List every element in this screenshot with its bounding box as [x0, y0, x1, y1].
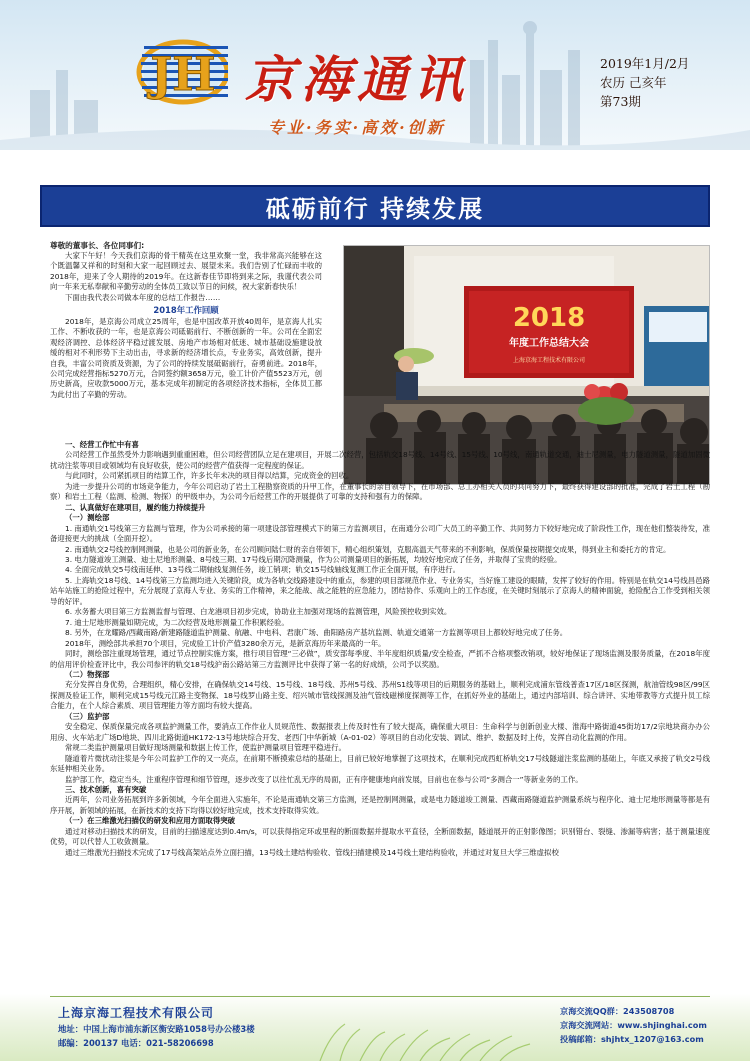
section-heading: 二、认真做好在建项目，履约能力持续提升 [65, 502, 206, 512]
publication-title: 京海通讯 [245, 50, 469, 109]
body-paragraph: 监护部工作，稳定当头，注重程序管理和细节管理，逐步改变了以往忙乱无序的局面，正有序健康地向前发展，目前也在参与公司“多测合一”等新业务的工作。 [65, 774, 583, 784]
footer-divider [50, 996, 710, 997]
issue-date: 2019年1月/2月 [600, 56, 690, 71]
svg-text:2018: 2018 [512, 303, 586, 333]
intro-paragraph: 大家下午好！今天我们京海的骨干精英在这里欢聚一堂，我非常高兴能够在这个既温馨又祥和的时刻和大家一起回顾过去、展望未来。我们告别了忙碌而丰收的2018年，迎来了令人期待的2019年。在这新春佳节即将到来之际，我谨代表公司向一年来无私奉献和辛勤劳动的全体员工致以节日的问候，祝大家新春快乐！ [50, 251, 322, 292]
body-paragraph: 与此同时，公司紧抓项目的结算工作，许多长年未决的项目得以结算，完成资金的回收。 [65, 471, 354, 481]
article-main-column [50, 440, 710, 858]
issue-lunar-date: 农历 己亥年 [600, 75, 667, 90]
masthead [0, 0, 750, 150]
body-paragraph: 安全稳定、保质保量完成各项监护测量工作，要消点工作作业人员规范性、数据报表上传及时性有了较大提高，确保重大项目：生命科学与创新创业大楼、淮海中路街道45街坊17/2宗地块商办办公用房、火车站北广场D地块、四川北路街道HK172-13号地块综合开发、老西门中华新城（A-01-02）等项目的自动化安装、调试、维护、数据及时上传，发挥自动化监测的作用。 [50, 722, 710, 742]
issue-info [600, 54, 730, 111]
review-heading: 2018年工作回顾 [153, 305, 219, 316]
footer-website-link[interactable]: 京海交流网站：www.shjinghai.com [560, 1020, 707, 1030]
body-paragraph: 通过三维激光扫描技术完成了17号线高架站点外立面扫描，13号线土建结构验收、管线扫描建模及14号线土建结构验收，并通过对复旦大学三维虚拟校 [65, 847, 559, 857]
footer-email-link[interactable]: 投稿邮箱：shjhtx_1207@163.com [560, 1034, 704, 1044]
list-item: 8. 另外，在龙耀路/西藏南路/新建路隧道监护测量、航融、中电科、君康广场、曲阳路房产基坑监测、轨道交通第一方监测等项目上都较好地完成了任务。 [65, 628, 568, 638]
article-greeting: 尊敬的董事长、各位同事们: [50, 241, 145, 250]
list-item: 3. 电力隧道竣工测量、迪士尼地形测量、8号线三期、17号线后期沉降测量，作为公司测量项目的新拓展，均较好地完成了任务，并取得了宝贵的经验。 [65, 554, 562, 564]
svg-text:年度工作总结大会: 年度工作总结大会 [509, 338, 589, 349]
section-heading: 三、技术创新，喜有突破 [65, 784, 147, 794]
body-paragraph: 常规二类监护测量项目做好现场测量和数据上传工作，使监护测量项目管理平稳进行。 [65, 743, 346, 753]
list-item: 1. 南通轨交1号线第三方监测与管理，作为公司承接的第一项建设部管理模式下的第三方监测项目，在南通分公司广大员工的辛勤工作、共同努力下较好地完成了阶段性工作，现在他们整装待发，准备迎接更大的挑战（全面开挖）。 [50, 523, 710, 544]
publication-slogan: 专业·务实·高效·创新 [268, 118, 446, 137]
subsection-heading: （一）在三维激光扫描仪的研发和应用方面取得突破 [65, 816, 235, 826]
svg-text:JH: JH [150, 47, 216, 101]
body-paragraph: 近两年，公司业务拓展到许多新领域，今年全面进入实施年，不论是南通轨交第三方监测，还是控制网测量，或是电力隧道竣工测量、西藏南路隧道监护测量系统与程序化、迪士尼地形测量等都是有序开展，新领域的拓展，在新技术的支持下均得以较好地完成，技术支持取得实效。 [50, 795, 710, 815]
list-item: 2. 南通轨交2号线控制网测量，也是公司的新业务，在公司顾问陆仁财的亲自带领下，精心组织策划，克服高温天气带来的不利影响，保质保量按期提交成果，得到业主和委托方的肯定。 [65, 544, 671, 554]
subsection-heading: （二）物探部 [65, 669, 110, 679]
section-heading: 一、经营工作忙中有喜 [65, 440, 139, 449]
footer-postcode-phone: 邮编：200137 电话：021-58206698 [58, 1038, 214, 1048]
svg-text:上海京海工程技术有限公司: 上海京海工程技术有限公司 [512, 357, 586, 364]
body-paragraph: 充分发挥自身优势，合理组织，精心安排，在确保轨交14号线、15号线、18号线、苏州5号线、苏州S1线等项目的后期服务的基础上，顺利完成浦东管线普查17区/18区探测，航油管线98区/99区探测及验证工作，顺利完成15号线元江路主变物探、18号线罗山路主变、绍兴城市管线探测及油气管线磁梯度探测等工作，在抓好外业的基础上，通过内部培训、综合讲评、实地带教等方式提升员工综合能力，在个人综合素质、项目管理能力等方面均有较大提高。 [50, 680, 710, 711]
headline-title: 砥砺前行 持续发展 [265, 194, 485, 223]
body-paragraph: 为进一步提升公司的市场竞争能力，今年公司启动了岩土工程勘察资质的升甲工作，在董事长的亲自领导下，在市场部、总工办相关人员的共同努力下，最终获得建设部的批准，完成了岩土工程（勘察）和岩土工程（监测、检测、物探）的甲级申办，为公司今后经营工作的开展提供了可靠的支持和强有力的保障。 [50, 481, 710, 502]
subsection-heading: （三）监护部 [65, 711, 110, 721]
headline-banner [40, 185, 710, 227]
issue-number: 第73期 [600, 94, 641, 109]
jh-logo-icon [128, 32, 228, 112]
body-paragraph: 通过对移动扫描技术的研发，目前的扫描速度达到0.4m/s，可以获得指定环或里程的断面数据并提取水平直径，全断面数据，隧道展开的正射影像图；识别错台、裂缝、渗漏等病害；基于测量速度优势，可以代替人工收敛测量。 [50, 826, 710, 847]
footer-address: 地址：中国上海市浦东新区衡安路1058号办公楼3楼 [58, 1024, 255, 1034]
body-paragraph: 2018年，测绘部共承担70个项目，完成验工计价产值3280余万元，是新京海历年来最高的一年。 [65, 638, 386, 648]
body-paragraph: 同时，测绘部注重现场管理，通过节点控制实施方案，推行项目管理“三必做”，质安部每季度、半年度组织质量/安全检查，严抓不合格项整改销项，较好地保证了现场监测及服务质量，在2018年度的信用评价检查评比中，我公司参评的轨交18号线沪南公路站第三方监测评比中获得了第一名的好成绩，公司予以奖励。 [50, 649, 710, 669]
body-paragraph: 隧道着片微扰动注浆是今年公司监护工作的又一亮点，在前期不断摸索总结的基础上，目前已较好地掌握了这项技术，在顺利完成西虹桥轨交17号线隧道注浆监测的基础上，年底又承接了轨交2号线东延伸相关业务。 [50, 753, 710, 774]
list-item: 6. 水务蓄大项目第三方监测监督与管理、白龙港项目初步完成，协助业主加强对现场的监测管理，风险预控收到实效。 [65, 607, 452, 617]
intro-paragraph: 下面由我代表公司做本年度的总结工作报告…… [65, 292, 221, 302]
review-intro-paragraph: 2018年，是京海公司成立25周年，也是中国改革开放40周年，是京海人扎实工作、不断收获的一年，也是京海公司砥砺前行、不断创新的一年。公司在全面宏观经济调控、总体经济平稳过渡发展、房地产市场相对低迷、城市基础设施建设放缓的相对不利形势下主动出击，寻求新的经济增长点，专业务实，高效创新，提升自我，丰富公司资质及资源，为了公司的持续发展砥砺前行，奋勇前进。2018年，公司完成经营指标5270万元，合同签约额3658万元，验工计价产值5523万元，创历史新高，应收款5000万元，基本完成年初制定的各项经济技术指标，全体员工都为此付出了辛勤的劳动。 [50, 316, 322, 399]
footer-qq-group: 京海交流QQ群：243508708 [560, 1006, 675, 1016]
footer-company-name: 上海京海工程技术有限公司 [58, 1006, 215, 1020]
subsection-heading: （一）测绘部 [65, 513, 110, 523]
list-item: 4. 全面完成轨交5号线南延伸、13号线二期轴线复测任务，竣工销项；轨交15号线轴线复测工作正全面开展，有序进行。 [65, 565, 461, 575]
body-paragraph: 公司经营工作虽然受外力影响遇到重重困难，但公司经营团队立足在建项目，开展二次经营，包括轨交18号线、14号线、15号线、10号线，南通轨道交通，迪士尼测量，电力隧道测量，隧道加固微扰动注浆等项目或领域均有良好收获，使公司的经营产值获得一定程度的保证。 [50, 450, 710, 470]
article-left-column [50, 251, 322, 400]
list-item: 7. 迪士尼地形测量如期完成，为二次经营及地形测量工作积累经验。 [65, 617, 289, 627]
list-item: 5. 上海轨交18号线、14号线第三方监测均进入关键阶段，成为各轨交线路建设中的重点，参建的项目部规范作业、专业务实，当好施工建设的眼睛，发挥了较好的作用。特别是在轨交14号线昌邑路站车站施工的抢险过程中，充分展现了京海人专业、务实的工作精神，来之能战、战之能胜的应急能力，团结协作、乐观向上的工作态度，在关键时刻展示了京海人的精神面貌，抢险配合工作受到相关领导的好评。 [50, 575, 710, 606]
